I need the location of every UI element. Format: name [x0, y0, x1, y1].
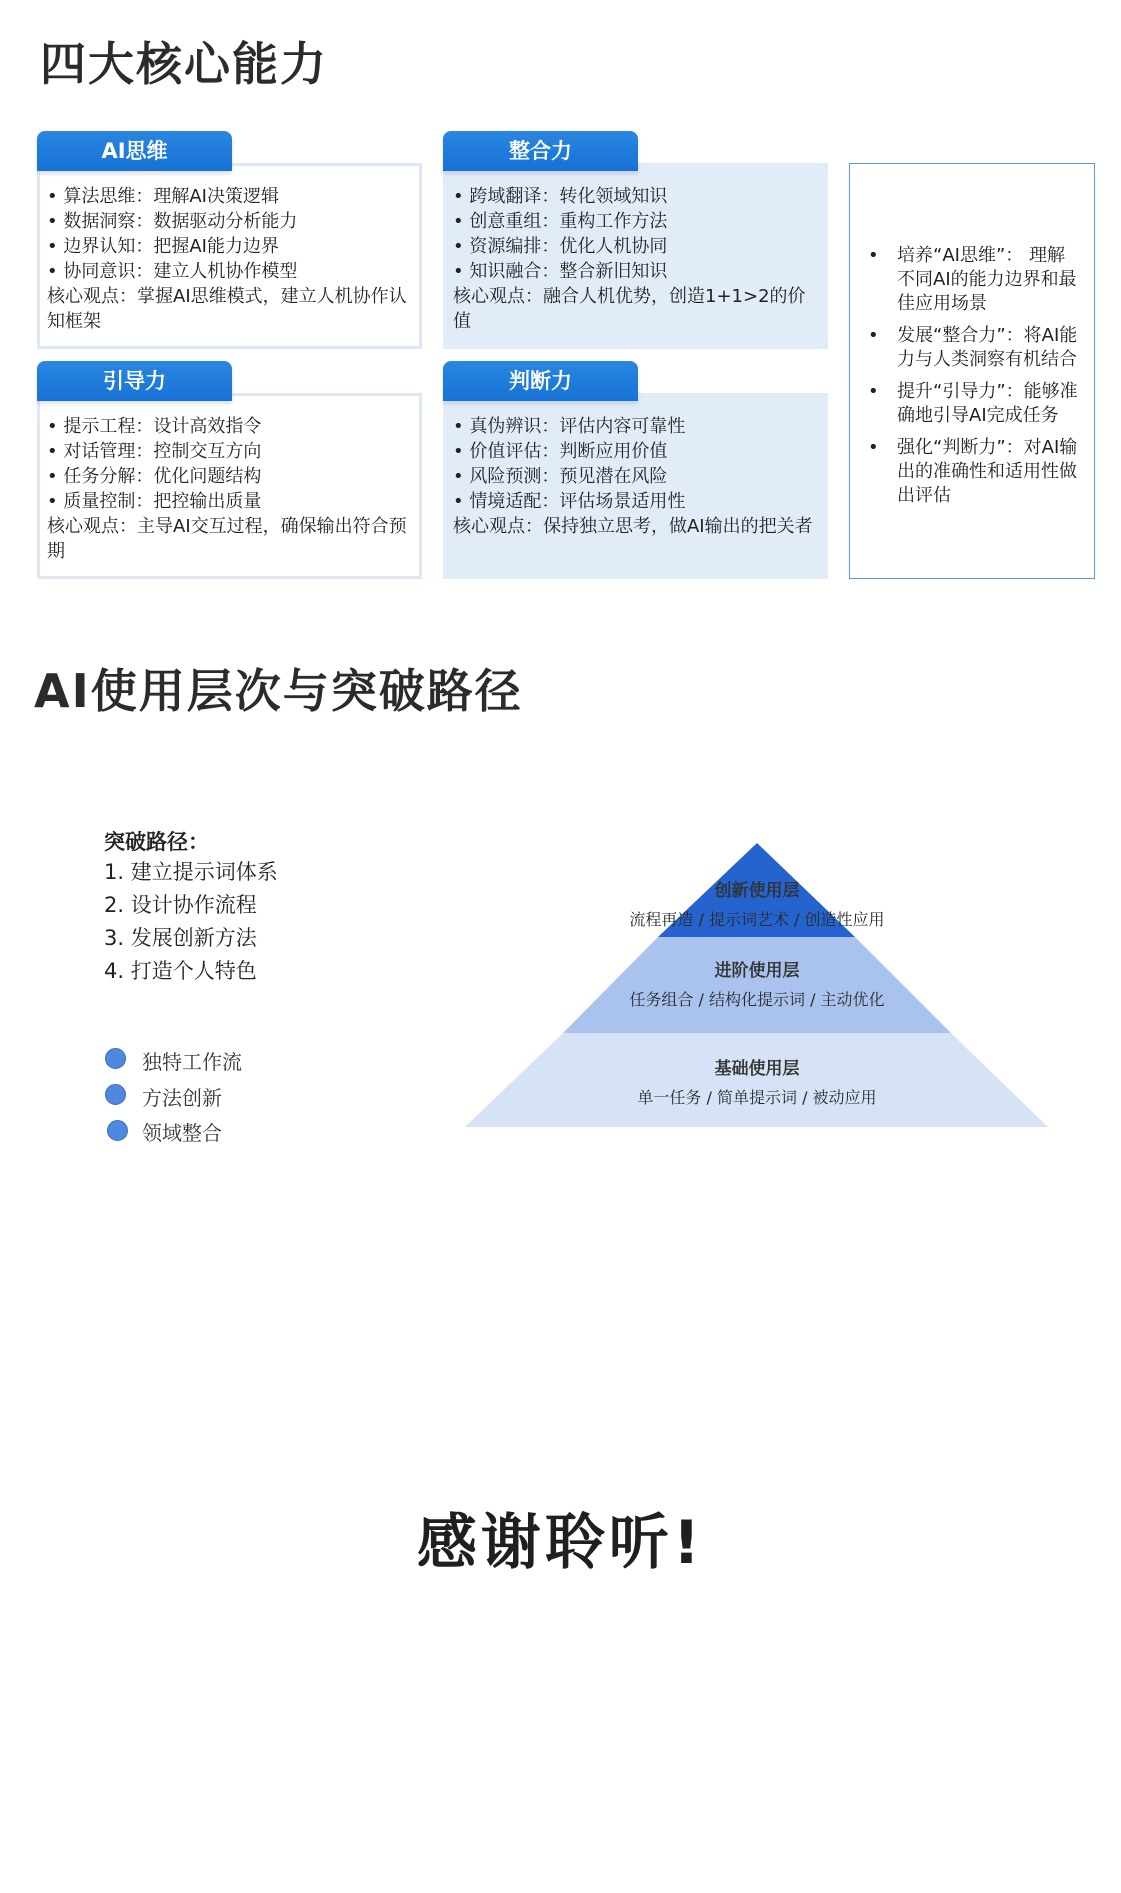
- bullet-dot-icon: •: [868, 381, 879, 402]
- tab-ai-thinking: AI思维: [37, 131, 232, 171]
- bullet-label: 领域整合: [142, 1121, 222, 1145]
- card-core-view: 核心观点：掌握AI思维模式，建立人机协作认知框架: [47, 286, 407, 332]
- card-line: • 对话管理：控制交互方向: [47, 441, 262, 462]
- pyramid-label-basic: [637, 1054, 876, 1108]
- path-step: 2. 设计协作流程: [104, 893, 257, 917]
- summary-item-text: 发展“整合力”：将AI能力与人类洞察有机结合: [897, 325, 1078, 370]
- tab-judgment: 判断力: [443, 361, 638, 401]
- pyramid-layer-title: 创新使用层: [714, 881, 800, 901]
- card-line: • 创意重组：重构工作方法: [453, 211, 668, 232]
- section-title-core-abilities: 四大核心能力: [40, 37, 328, 91]
- pyramid-layer-sub: 单一任务 / 简单提示词 / 被动应用: [637, 1088, 877, 1107]
- pyramid-layer-sub: 流程再造 / 提示词艺术 / 创造性应用: [629, 910, 885, 929]
- card-core-view: 核心观点：主导AI交互过程，确保输出符合预期: [47, 516, 407, 562]
- card-core-view: 核心观点：融合人机优势，创造1+1>2的价值: [453, 286, 806, 332]
- pyramid-label-innovative: [629, 876, 884, 930]
- card-line: • 提示工程：设计高效指令: [47, 416, 262, 437]
- bullet-dot-icon: •: [868, 245, 879, 266]
- card-line: • 算法思维：理解AI决策逻辑: [47, 186, 279, 207]
- card-line: • 价值评估：判断应用价值: [453, 441, 668, 462]
- bullet-dot-icon: •: [868, 437, 879, 458]
- pyramid-layer-sub: 任务组合 / 结构化提示词 / 主动优化: [629, 990, 885, 1009]
- path-step: 1. 建立提示词体系: [104, 860, 278, 884]
- card-line: • 边界认知：把握AI能力边界: [47, 236, 279, 257]
- card-line: • 质量控制：把控输出质量: [47, 491, 262, 512]
- card-line: • 协同意识：建立人机协作模型: [47, 261, 298, 282]
- bullet-label: 方法创新: [142, 1086, 222, 1110]
- card-line: • 真伪辨识：评估内容可靠性: [453, 416, 686, 437]
- bullet-label: 独特工作流: [142, 1050, 242, 1074]
- closing-thanks: 感谢聆听!: [416, 1508, 705, 1578]
- tab-guidance: 引导力: [37, 361, 232, 401]
- card-line: • 风险预测：预见潜在风险: [453, 466, 668, 487]
- card-line: • 数据洞察：数据驱动分析能力: [47, 211, 298, 232]
- path-step: 3. 发展创新方法: [104, 926, 257, 950]
- card-core-view: 核心观点：保持独立思考，做AI输出的把关者: [453, 516, 813, 537]
- card-line: • 知识融合：整合新旧知识: [453, 261, 668, 282]
- pyramid-layer-title: 基础使用层: [714, 1059, 800, 1079]
- pyramid-layer-title: 进阶使用层: [714, 961, 800, 981]
- path-title: 突破路径：: [104, 830, 209, 854]
- card-line: • 任务分解：优化问题结构: [47, 466, 262, 487]
- card-line: • 资源编排：优化人机协同: [453, 236, 668, 257]
- path-step: 4. 打造个人特色: [104, 959, 257, 983]
- card-line: • 跨域翻译：转化领域知识: [453, 186, 668, 207]
- summary-item-text: 培养“AI思维”： 理解不同AI的能力边界和最佳应用场景: [897, 245, 1077, 314]
- summary-item-text: 提升“引导力”：能够准确地引导AI完成任务: [897, 381, 1078, 426]
- bullet-dot-icon: •: [868, 325, 879, 346]
- tab-integration: 整合力: [443, 131, 638, 171]
- card-line: • 情境适配：评估场景适用性: [453, 491, 686, 512]
- section-title-ai-usage: AI使用层次与突破路径: [34, 664, 523, 718]
- pyramid-label-advanced: [629, 956, 884, 1010]
- summary-item-text: 强化“判断力”：对AI输出的准确性和适用性做出评估: [897, 437, 1078, 506]
